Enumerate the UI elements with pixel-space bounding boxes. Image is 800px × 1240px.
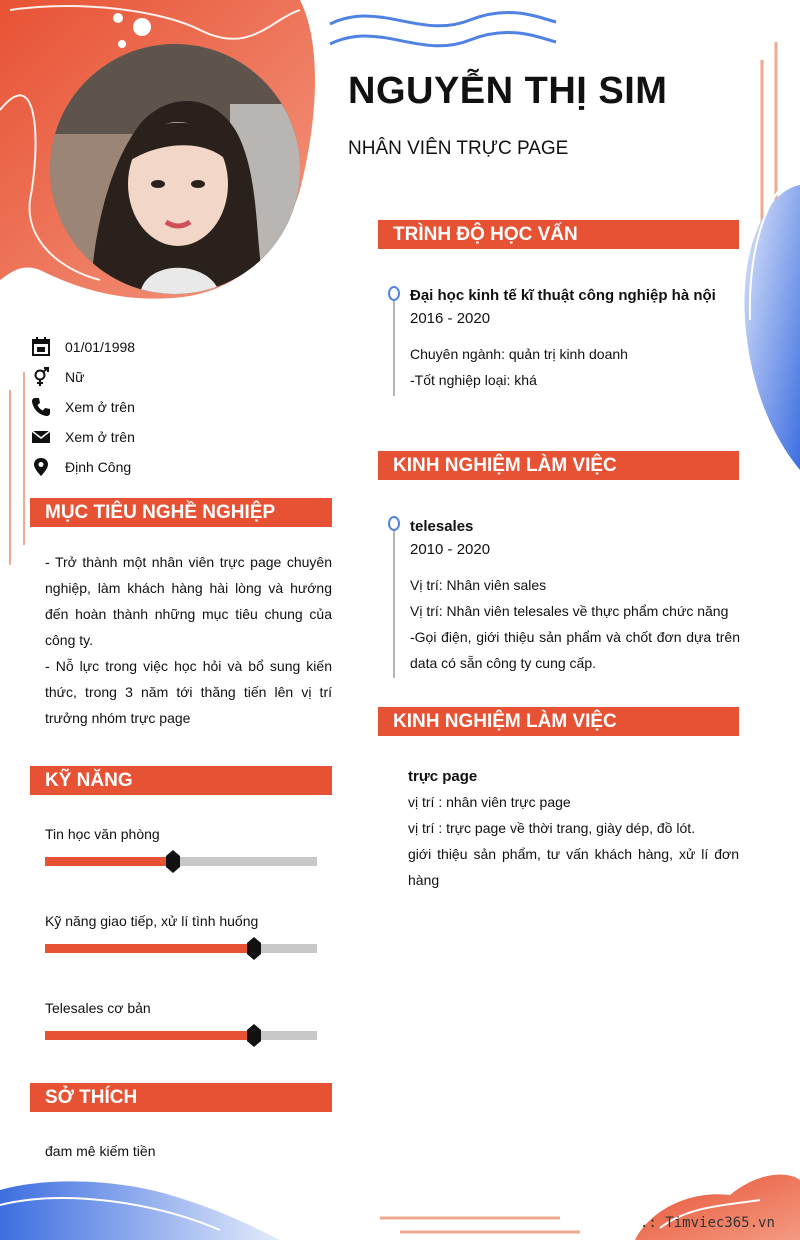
experience-heading: KINH NGHIỆM LÀM VIỆC [378,451,739,480]
experience-detail: Vị trí: Nhân viên sales [410,577,547,593]
timeline-line [393,528,395,678]
skill-label: Kỹ năng giao tiếp, xử lí tình huống [45,913,259,929]
timeline-line [393,298,395,396]
experience-years: 2010 - 2020 [410,541,491,558]
timeline-dot-icon [388,516,400,531]
education-heading: TRÌNH ĐỘ HỌC VẤN [378,220,739,249]
experience-detail: vị trí : trực page về thời trang, giày dép, đồ lót. [408,820,696,836]
candidate-name: NGUYỄN THỊ SIM [348,70,668,112]
gender-row [30,362,320,392]
skill-bar[interactable] [45,944,317,953]
email-text: Xem ở trên [65,429,135,445]
skill-bar[interactable] [45,857,317,866]
job-title: NHÂN VIÊN TRỰC PAGE [348,138,569,159]
experience-timeline [388,516,400,678]
skill-fill [45,857,173,866]
profile-photo [50,44,300,294]
objective-line: - Nỗ lực trong việc học hỏi và bổ sung kiến thức, trong 3 năm tới thăng tiến lên vị trí trưởng nhóm trực page [45,658,332,726]
skill-fill [45,944,254,953]
hobbies-heading: SỞ THÍCH [30,1083,332,1112]
skill-label: Tin học văn phòng [45,826,160,842]
company-name: telesales [410,518,474,535]
education-timeline [388,286,400,396]
gender-icon [30,366,52,388]
phone-row [30,392,320,422]
slider-handle-icon[interactable] [247,937,261,960]
experience-entry-2 [408,768,739,893]
experience-detail: vị trí : nhân viên trực page [408,794,571,810]
birthday-row [30,332,320,362]
objective-text [45,549,332,731]
education-years: 2016 - 2020 [410,310,491,327]
education-detail: Chuyên ngành: quản trị kinh doanh [410,346,628,362]
experience-entry [410,518,740,676]
slider-handle-icon[interactable] [166,850,180,873]
calendar-icon [30,336,52,358]
timeline-dot-icon [388,286,400,301]
skill-fill [45,1031,254,1040]
objective-line: - Trở thành một nhân viên trực page chuyên nghiệp, làm khách hàng hài lòng và hướng đến hoàn thành những mục tiêu chung của công ty. [45,554,332,648]
hobby-text: đam mê kiếm tiền [45,1143,156,1159]
experience-detail: Vị trí: Nhân viên telesales về thực phẩm chức năng [410,603,729,619]
email-row [30,422,320,452]
address-text: Định Công [65,459,132,475]
education-detail: -Tốt nghiệp loại: khá [410,372,537,388]
brand-text: Timviec365.vn [665,1215,775,1231]
phone-text: Xem ở trên [65,399,135,415]
school-name: Đại học kinh tế kĩ thuật công nghiệp hà nội [410,287,716,304]
skills-heading: KỸ NĂNG [30,766,332,795]
contact-info [30,332,320,482]
brand-watermark: .: Timviec365.vn [640,1215,775,1231]
experience-detail: -Gọi điện, giới thiệu sản phẩm và chốt đơn dựa trên data có sẵn công ty cung cấp. [410,629,740,671]
address-row [30,452,320,482]
skill-bar[interactable] [45,1031,317,1040]
slider-handle-icon[interactable] [247,1024,261,1047]
objective-heading: MỤC TIÊU NGHỀ NGHIỆP [30,498,332,527]
location-icon [30,456,52,478]
gender-text: Nữ [65,369,85,385]
skill-label: Telesales cơ bản [45,1000,151,1016]
education-entry [410,287,740,393]
phone-icon [30,396,52,418]
experience-heading-2: KINH NGHIỆM LÀM VIỆC [378,707,739,736]
experience-detail: giới thiệu sản phẩm, tư vấn khách hàng, xử lí đơn hàng [408,846,739,888]
birthday-text: 01/01/1998 [65,339,136,355]
company-name-2: trực page [408,768,478,785]
mail-icon [30,426,52,448]
